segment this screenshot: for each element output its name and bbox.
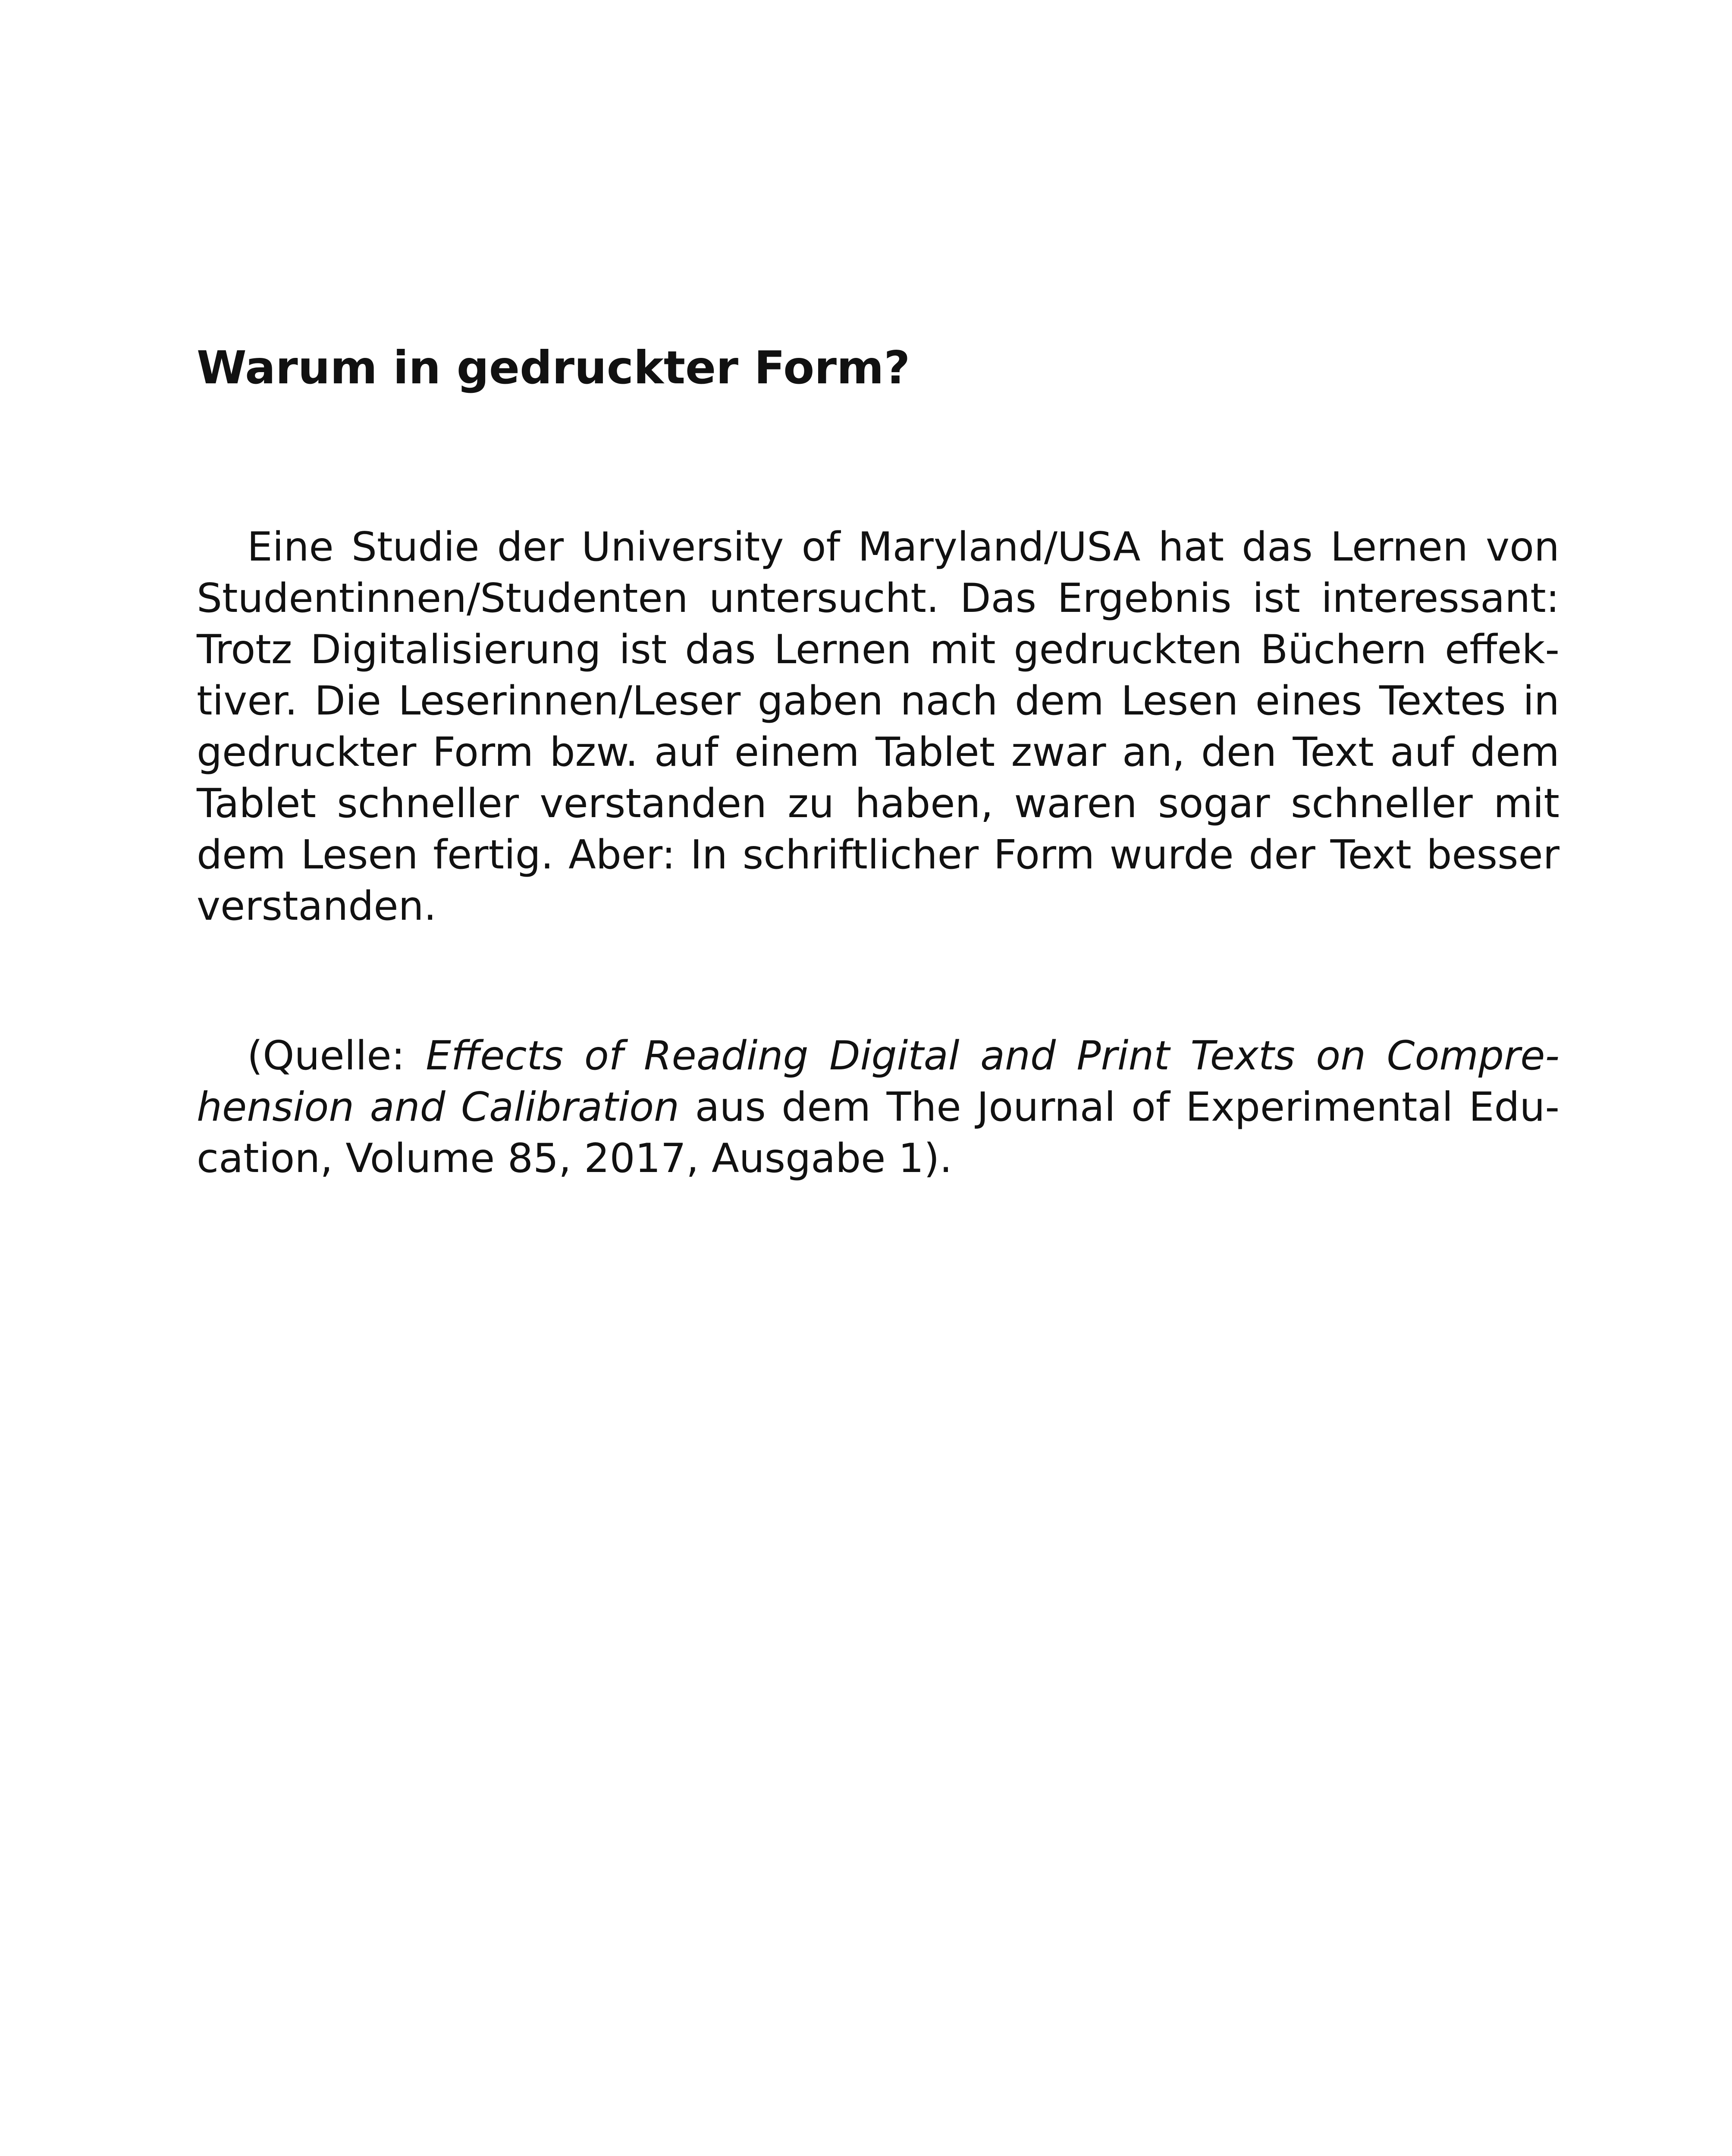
source-article-title: Effects of Reading Digital and Print Texts on Comprehension and Calibration [197, 1032, 1560, 1130]
source-prefix: (Quelle: [247, 1032, 426, 1079]
source-suffix: aus dem The Journal of Experimental Education, Volume 85, 2017, Ausgabe 1). [197, 1084, 1559, 1181]
page-heading: Warum in gedruckter Form? [197, 342, 910, 394]
source-citation [197, 1030, 1559, 1184]
body-paragraph: Eine Studie der University of Maryland/USA hat das Lernen von Studentinnen/Studenten untersucht. Das Ergebnis ist interessant: Trotz Digitalisierung ist das Lernen mit gedruckten Büchern effektiver. Die Leserinnen/Leser gaben nach dem Lesen eines Textes in gedruckter Form bzw. auf einem Tablet zwar an, den Text auf dem Tablet schneller verstanden zu haben, waren sogar schneller mit dem Lesen fertig. Aber: In schriftlicher Form wurde der Text besser verstanden. [197, 523, 1559, 929]
